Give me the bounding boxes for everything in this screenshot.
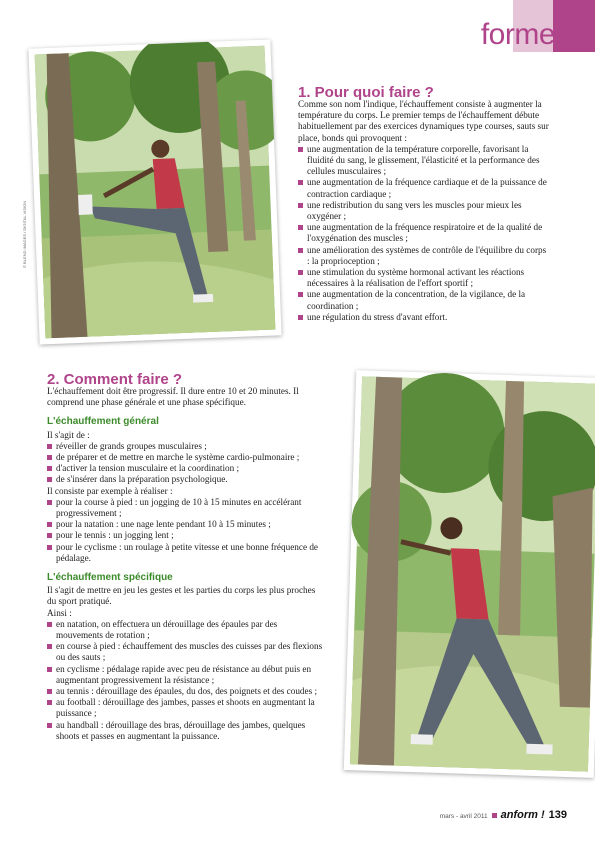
list-item: une redistribution du sang vers les muscles pour mieux les oxygéner ; <box>298 200 550 222</box>
section1-body <box>298 99 550 323</box>
square-bullet-icon <box>492 813 497 818</box>
header-accent-block <box>553 0 595 52</box>
section2-title: 2. Comment faire ? <box>47 371 183 388</box>
list-item: au handball : dérouillage des bras, dérouillage des jambes, quelques shoots et passes en augmentant la puissance. <box>47 720 323 742</box>
list-item: de préparer et de mettre en marche le système cardio-pulmonaire ; <box>47 452 323 463</box>
general-examples-list <box>47 497 323 564</box>
list-item: en course à pied : échauffement des muscles des cuisses par des flexions ou des sauts ; <box>47 641 323 663</box>
list-item: une augmentation de la température corporelle, favorisant la fluidité du sang, le glissement, l'élasticité et la performance des cellules musculaires ; <box>298 144 550 178</box>
list-item: réveiller de grands groupes musculaires ; <box>47 441 323 452</box>
list-item: au football : dérouillage des jambes, passes et shoots en augmentant la puissance ; <box>47 697 323 719</box>
list-item: en cyclisme : pédalage rapide avec peu de résistance au début puis en augmentant progressivement la résistance ; <box>47 664 323 686</box>
list-item: une stimulation du système hormonal activant les réactions nécessaires à la réalisation de l'effort sportif ; <box>298 267 550 289</box>
photo-credit: © BLEND IMAGES / DIGITAL VISION <box>22 200 27 268</box>
list-item: pour la natation : une nage lente pendant 10 à 15 minutes ; <box>47 519 323 530</box>
list-item: une augmentation de la fréquence respiratoire et de la qualité de l'oxygénation des muscles ; <box>298 222 550 244</box>
general-lead: Il s'agit de : <box>47 429 90 440</box>
photo-calf-stretch <box>344 370 595 778</box>
list-item: au tennis : dérouillage des épaules, du dos, des poignets et des coudes ; <box>47 686 323 697</box>
photo-leg-stretch <box>28 39 281 344</box>
issue-date: mars - avril 2011 <box>439 813 488 820</box>
list-item: en natation, on effectuera un dérouillage des épaules par des mouvements de rotation ; <box>47 619 323 641</box>
section2-body <box>47 386 323 742</box>
list-item: de s'insérer dans la préparation psychologique. <box>47 474 323 485</box>
page-number: 139 <box>548 809 567 821</box>
list-item: une amélioration des systèmes de contrôle de l'équilibre du corps : la proprioception ; <box>298 245 550 267</box>
general-list <box>47 441 323 486</box>
specific-lead: Il s'agit de mettre en jeu les gestes et les parties du corps les plus proches du sport pratiqué. <box>47 585 316 607</box>
specific-list <box>47 619 323 742</box>
general-heading: L'échauffement général <box>47 416 159 428</box>
section1-intro: Comme son nom l'indique, l'échauffement consiste à augmenter la température du corps. Le premier temps de l'échauffement débute habituellement par des exercices dynamiques type courses, sauts sur place, bonds qui provoquent : <box>298 99 549 143</box>
section1-list <box>298 144 550 323</box>
list-item: une augmentation de la fréquence cardiaque et de la puissance de contraction cardiaque ; <box>298 177 550 199</box>
list-item: pour la course à pied : un jogging de 10 à 15 minutes en accélérant progressivement ; <box>47 497 323 519</box>
specific-lead2: Ainsi : <box>47 607 72 618</box>
general-examples-lead: Il consiste par exemple à réaliser : <box>47 485 173 496</box>
specific-heading: L'échauffement spécifique <box>47 572 173 584</box>
magazine-name: anform ! <box>500 809 545 821</box>
list-item: une régulation du stress d'avant effort. <box>298 312 550 323</box>
list-item: pour le tennis : un jogging lent ; <box>47 530 323 541</box>
page-footer <box>440 809 567 821</box>
list-item: d'activer la tension musculaire et la coordination ; <box>47 463 323 474</box>
list-item: une augmentation de la concentration, de la vigilance, de la coordination ; <box>298 289 550 311</box>
section-label: forme <box>480 18 555 51</box>
section1-title: 1. Pour quoi faire ? <box>298 84 434 101</box>
list-item: pour le cyclisme : un roulage à petite vitesse et une bonne fréquence de pédalage. <box>47 542 323 564</box>
section2-intro: L'échauffement doit être progressif. Il dure entre 10 et 20 minutes. Il comprend une phase générale et une phase spécifique. <box>47 386 299 408</box>
